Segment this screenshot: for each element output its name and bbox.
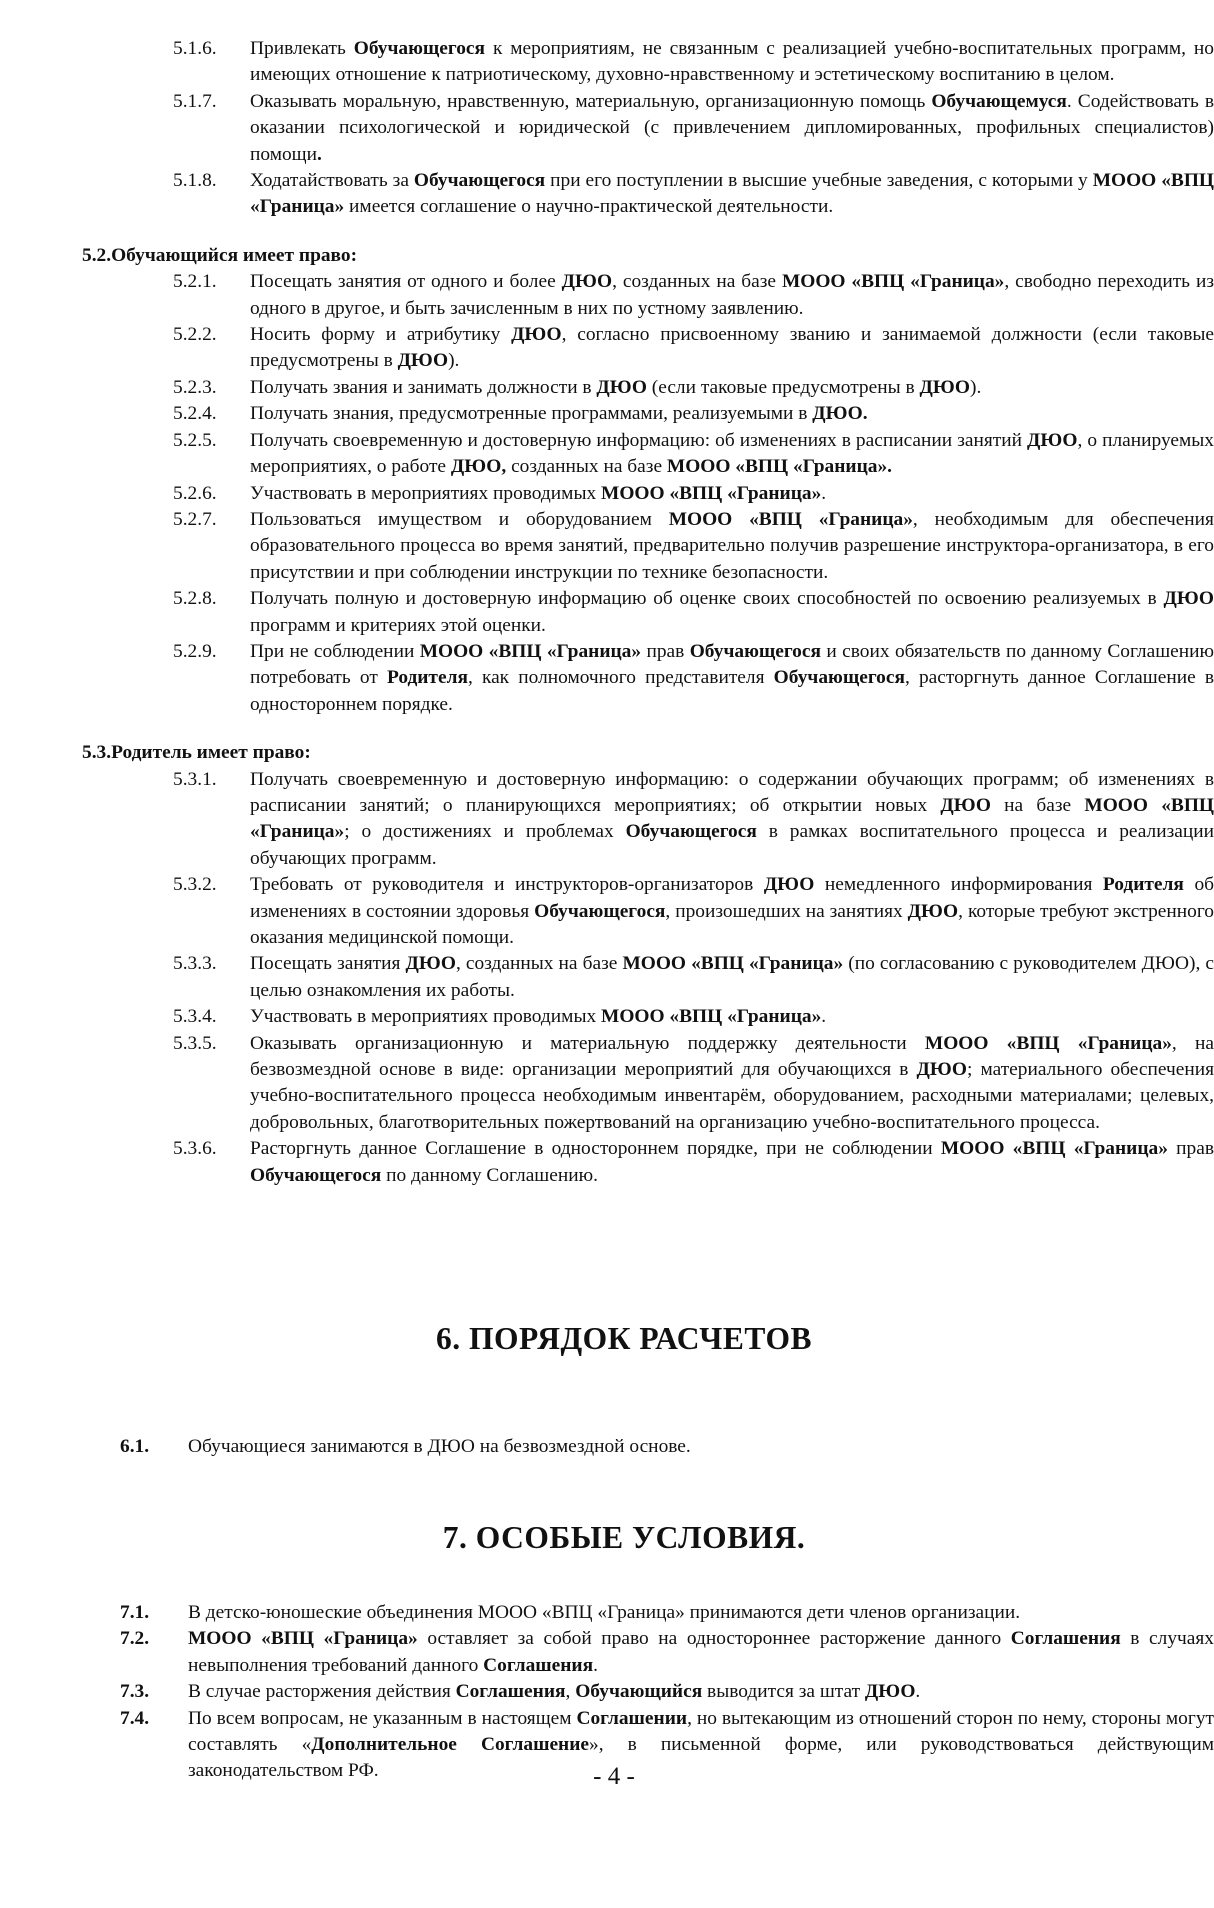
clause-text: Посещать занятия от одного и более ДЮО, созданных на базе МООО «ВПЦ «Граница», свободно переходить из одного в другое, и быть зачисленным в них по устному заявлению.	[250, 271, 1214, 319]
clause-item	[0, 401, 1214, 427]
clause-text: Оказывать организационную и материальную поддержку деятельности МООО «ВПЦ «Граница», на безвозмездной основе в виде: организации мероприятий для обучающихся в ДЮО; материального обеспечения учебно-воспитательного процесса необходимым инвентарём, оборудованием, расходными материалами; целевых, добровольных, благотворительных пожертвований на организацию учебно-воспитательного процесса.	[250, 1032, 1214, 1133]
clause-item	[0, 36, 1214, 89]
clause-item	[0, 507, 1214, 586]
clause-text: Получать звания и занимать должности в ДЮО (если таковые предусмотрены в ДЮО).	[250, 376, 982, 398]
clause-number: 5.3.6.	[173, 1138, 217, 1160]
clause-item	[0, 1136, 1214, 1189]
clause-text: МООО «ВПЦ «Граница» оставляет за собой право на одностороннее расторжение данного Соглашения в случаях невыполнения требований данного Соглашения.	[188, 1628, 1214, 1676]
clause-number: 5.2.2.	[173, 324, 217, 346]
clause-number: 5.1.8.	[173, 170, 217, 192]
clause-text: В случае расторжения действия Соглашения, Обучающийся выводится за штат ДЮО.	[188, 1681, 921, 1703]
clause-5-3-list	[0, 767, 1214, 1190]
clause-number: 5.2.6.	[173, 482, 217, 504]
clause-number: 5.2.9.	[173, 640, 217, 662]
clause-text: Получать полную и достоверную информацию об оценке своих способностей по освоению реализуемых в ДЮО программ и критериях этой оценки.	[250, 588, 1214, 636]
clause-item	[0, 872, 1214, 951]
page-number: - 4 -	[593, 1763, 635, 1790]
clause-item	[0, 1031, 1214, 1137]
clause-text: Ходатайствовать за Обучающегося при его поступлении в высшие учебные заведения, с которыми у МООО «ВПЦ «Граница» имеется соглашение о научно-практической деятельности.	[250, 170, 1214, 218]
clause-item	[0, 269, 1214, 322]
clause-text: Получать своевременную и достоверную информацию: о содержании обучающих программ; об изменениях в расписании занятий; о планирующихся мероприятиях; об открытии новых ДЮО на базе МООО «ВПЦ «Граница»; о достижениях и проблемах Обучающегося в рамках воспитательного процесса и реализации обучающих программ.	[250, 768, 1214, 869]
clause-item	[0, 1004, 1214, 1030]
clause-number: 7.3.	[120, 1681, 150, 1703]
clause-text: При не соблюдении МООО «ВПЦ «Граница» прав Обучающегося и своих обязательств по данному Соглашению потребовать от Родителя, как полномочного представителя Обучающегося, расторгнуть данное Соглашение в одностороннем порядке.	[250, 640, 1214, 715]
clause-text: Посещать занятия ДЮО, созданных на базе МООО «ВПЦ «Граница» (по согласованию с руководителем ДЮО), с целью ознакомления их работы.	[250, 953, 1214, 1001]
clause-number: 7.2.	[120, 1628, 150, 1650]
clause-5-3-heading: 5.3.Родитель имеет право:	[82, 742, 311, 764]
section-6-title: 6. ПОРЯДОК РАСЧЕТОВ	[436, 1321, 812, 1356]
clause-text: Обучающиеся занимаются в ДЮО на безвозмездной основе.	[188, 1436, 691, 1457]
clause-item	[0, 639, 1214, 718]
clause-number: 5.3.2.	[173, 874, 217, 896]
clause-text: Оказывать моральную, нравственную, материальную, организационную помощь Обучающемуся. Содействовать в оказании психологической и юридической (с привлечением дипломированных, профильных специалистов) помощи.	[250, 90, 1214, 165]
clause-item	[0, 428, 1214, 481]
clause-item	[0, 1626, 1214, 1679]
section-5-content	[0, 36, 1214, 1189]
clause-text: Участвовать в мероприятиях проводимых МООО «ВПЦ «Граница».	[250, 1006, 827, 1028]
clause-text: В детско-юношеские объединения МООО «ВПЦ «Граница» принимаются дети членов организации.	[188, 1602, 1021, 1623]
clause-number: 6.1.	[120, 1436, 150, 1457]
section-6-list	[0, 1434, 1214, 1460]
clause-item	[0, 481, 1214, 507]
clause-number: 7.4.	[120, 1707, 150, 1729]
clause-number: 5.2.3.	[173, 376, 217, 398]
clause-item	[0, 586, 1214, 639]
clause-item	[0, 168, 1214, 221]
clause-5-2-list	[0, 269, 1214, 718]
clause-text: Привлекать Обучающегося к мероприятиям, не связанным с реализацией учебно-воспитательных программ, но имеющих отношение к патриотическому, духовно-нравственному и эстетическому воспитанию в целом.	[250, 38, 1214, 86]
clause-number: 5.1.7.	[173, 90, 217, 112]
section-7-list	[0, 1600, 1214, 1785]
clause-number: 5.3.3.	[173, 953, 217, 975]
clause-number: 7.1.	[120, 1602, 150, 1623]
clause-text: Получать своевременную и достоверную информацию: об изменениях в расписании занятий ДЮО, о планируемых мероприятиях, о работе ДЮО, созданных на базе МООО «ВПЦ «Граница».	[250, 429, 1214, 478]
clause-text: Расторгнуть данное Соглашение в одностороннем порядке, при не соблюдении МООО «ВПЦ «Граница» прав Обучающегося по данному Соглашению.	[250, 1138, 1214, 1186]
clause-number: 5.3.5.	[173, 1032, 217, 1054]
clause-number: 5.2.4.	[173, 403, 217, 425]
clause-item	[0, 1600, 1214, 1626]
clause-text: Требовать от руководителя и инструкторов-организаторов ДЮО немедленного информирования Родителя об изменениях в состоянии здоровья Обучающегося, произошедших на занятиях ДЮО, которые требуют экстренного оказания медицинской помощи.	[250, 874, 1214, 948]
clause-text: Участвовать в мероприятиях проводимых МООО «ВПЦ «Граница».	[250, 482, 827, 504]
clause-5-2-heading: 5.2.Обучающийся имеет право:	[82, 244, 358, 266]
clause-number: 5.2.5.	[173, 429, 217, 451]
clause-number: 5.3.1.	[173, 768, 217, 790]
clause-item	[0, 1679, 1214, 1705]
clause-5-1-list	[0, 36, 1214, 221]
clause-number: 5.2.7.	[173, 508, 217, 530]
clause-text: Получать знания, предусмотренные программами, реализуемыми в ДЮО.	[250, 403, 868, 425]
clause-number: 5.2.1.	[173, 271, 217, 293]
clause-text: По всем вопросам, не указанным в настоящем Соглашении, но вытекающим из отношений сторон по нему, стороны могут составлять «Дополнительное Соглашение», в письменной форме, или руководствоваться действующим законодательством РФ.	[188, 1707, 1214, 1782]
clause-number: 5.3.4.	[173, 1006, 217, 1028]
clause-item	[0, 89, 1214, 168]
clause-text: Пользоваться имуществом и оборудованием МООО «ВПЦ «Граница», необходимым для обеспечения образовательного процесса во время занятий, предварительно получив разрешение инструктора-организатора, в его присутствии и при соблюдении инструкции по технике безопасности.	[250, 508, 1214, 583]
clause-item	[0, 951, 1214, 1004]
clause-item	[0, 322, 1214, 375]
clause-number: 5.1.6.	[173, 38, 217, 59]
clause-item	[0, 767, 1214, 873]
clause-number: 5.2.8.	[173, 588, 217, 610]
clause-item	[0, 1434, 1214, 1460]
clause-item	[0, 375, 1214, 401]
clause-text: Носить форму и атрибутику ДЮО, согласно присвоенному званию и занимаемой должности (если таковые предусмотрены в ДЮО).	[250, 324, 1214, 372]
section-7-title: 7. ОСОБЫЕ УСЛОВИЯ.	[442, 1520, 806, 1555]
